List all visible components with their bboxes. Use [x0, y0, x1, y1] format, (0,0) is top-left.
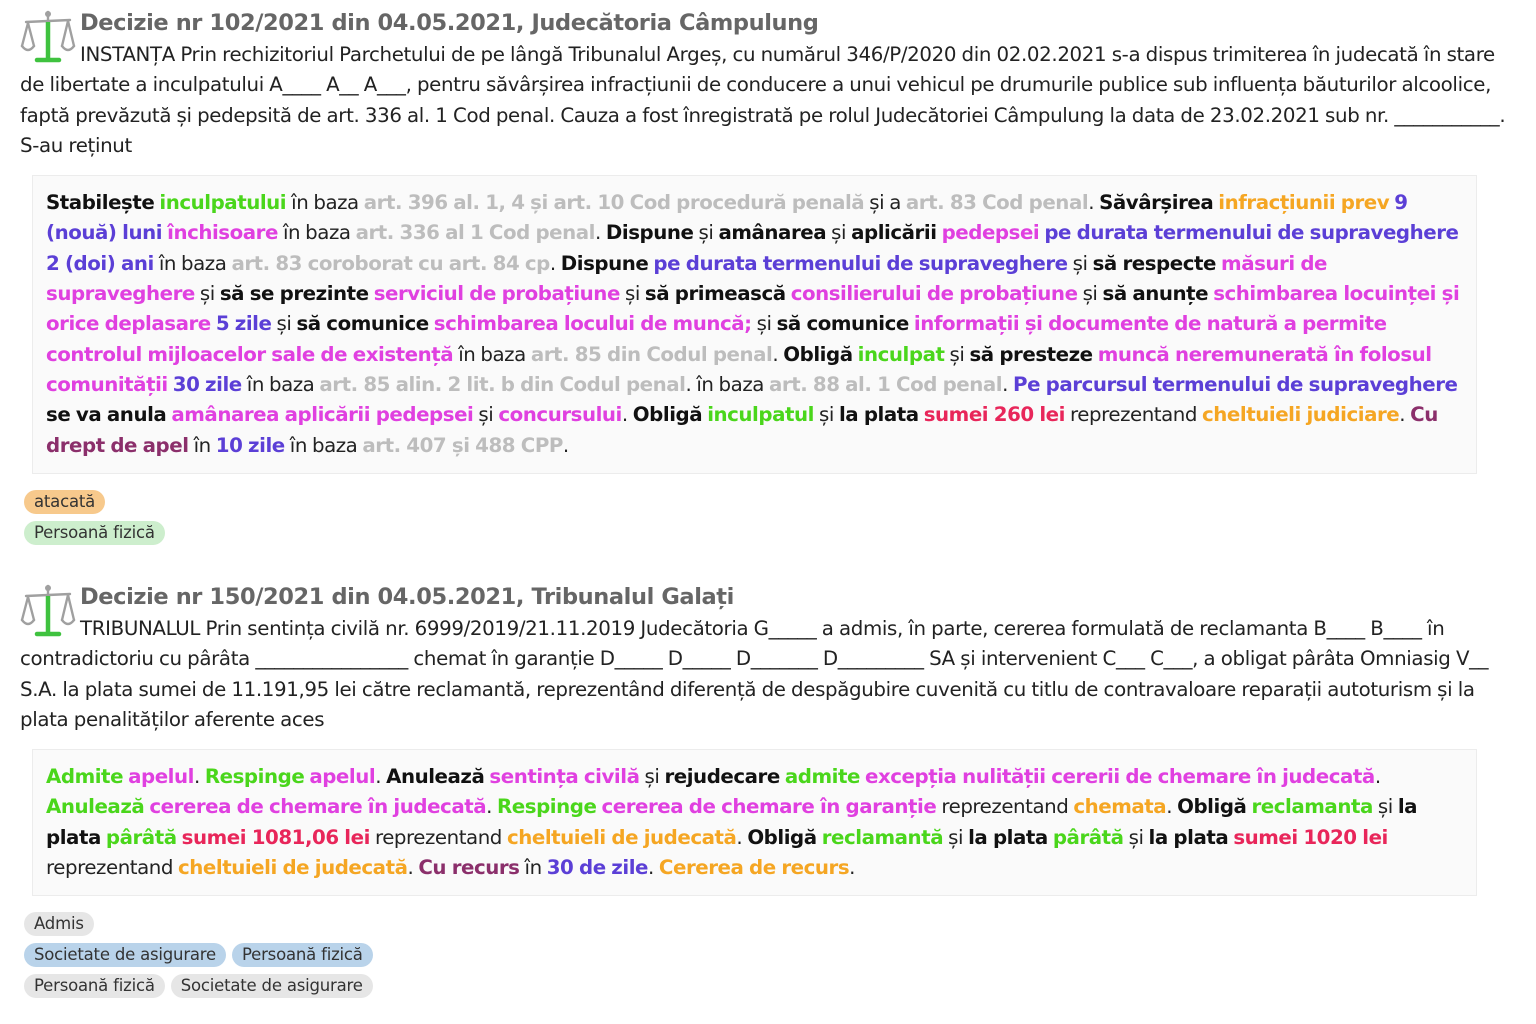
decision-connector-text: și — [1372, 795, 1398, 819]
decision-kw-term: să comunice — [296, 312, 429, 336]
decision-connector-text: . — [562, 433, 569, 457]
decision-kw-term: amânarea — [718, 221, 827, 245]
decision-obj-term: schimbarea locului de muncă; — [433, 312, 752, 336]
decision-kw-term: la plata — [1148, 825, 1229, 849]
decision-dur-term: pe durata termenului de supraveghere — [653, 251, 1068, 275]
decision-obj-term: cererea de chemare în judecată — [149, 795, 487, 819]
decision-party-term: inculpatul — [707, 403, 814, 427]
decision-connector-text: și — [1123, 825, 1149, 849]
decision-kw-term: Anulează — [386, 765, 485, 789]
decision-party-term: Admite — [46, 765, 124, 789]
decision-dur-term: 5 zile — [215, 312, 272, 336]
decision-kw-term: să anunțe — [1102, 282, 1209, 306]
decision-obj-term: amânarea aplicării pedepsei — [171, 403, 474, 427]
decision-dur-term: 30 de zile — [546, 856, 649, 880]
decision-ref-term: art. 336 al 1 Cod penal — [355, 221, 595, 245]
decision-connector-text: . — [1002, 372, 1014, 396]
decision-kw-term: să respecte — [1092, 251, 1216, 275]
decision-kw-term: să primească — [644, 282, 786, 306]
decision-connector-text: în — [519, 856, 547, 880]
decision-offense-term: Cererea de recurs — [658, 856, 850, 880]
decision-kw-term: Obligă — [632, 403, 703, 427]
tag-row — [24, 974, 1510, 1005]
tag-row — [24, 490, 1510, 521]
decision-connector-text: în baza — [286, 191, 364, 215]
decision-connector-text: . — [1374, 765, 1386, 789]
decision-connector-text: și — [693, 221, 719, 245]
decision-kw-term: să presteze — [969, 342, 1093, 366]
decision-connector-text: în baza — [153, 251, 232, 275]
decision-appeal-term: Cu recurs — [418, 856, 520, 880]
decision-kw-term: se va anula — [46, 403, 167, 427]
decision-connector-text: . — [736, 825, 748, 849]
decision-connector-text: . în baza — [685, 372, 769, 396]
decision-connector-text: și — [943, 825, 969, 849]
decision-party-term: reclamantă — [821, 825, 944, 849]
decision-obj-term: muncă neremunerată în folosul comunității — [46, 342, 1438, 396]
decision-connector-text: . — [1088, 191, 1100, 215]
decision-connector-text: . — [1399, 403, 1411, 427]
decision-dur-term: 30 zile — [172, 372, 242, 396]
result-summary: INSTANȚA Prin rechizitoriul Parchetului de pe lângă Tribunalul Argeș, cu numărul 346/P/2020 din 02.02.2021 s-a dispus trimiterea în judecată în stare de libertate a inculpatului A____ A__ A___, pentru săvârșirea infracțiunii de conducere a unui vehicul pe drumurile publice sub influența băuturilor alcoolice, faptă prevăzută și pedepsită de art. 336 al. 1 Cod penal. Cauza a fost înregistrată pe rolul Judecătoriei Câmpulung la data de 23.02.2021 sub nr. ___________. S-au reținut — [20, 43, 1506, 157]
decision-connector-text: reprezentand — [46, 825, 1393, 880]
result-title[interactable]: Decizie nr 102/2021 din 04.05.2021, Judecătoria Câmpulung — [80, 10, 819, 36]
decision-obj-term: cererea de chemare în garanție — [601, 795, 937, 819]
decision-connector-text: . — [375, 765, 387, 789]
decision-connector-text: în — [188, 433, 216, 457]
decision-ref-term: art. 85 din Codul penal — [530, 342, 773, 366]
scales-of-justice-icon — [20, 582, 76, 638]
decision-connector-text: și — [473, 403, 499, 427]
decision-party-term: Respinge — [497, 795, 597, 819]
decision-connector-text: reprezentand — [1064, 403, 1203, 427]
decision-kw-term: la plata — [838, 403, 919, 427]
decision-connector-text — [1458, 373, 1463, 396]
decision-connector-text: și — [271, 312, 297, 336]
decision-connector-text: reprezentand — [936, 795, 1074, 819]
decision-ref-term: art. 88 al. 1 Cod penal — [768, 372, 1003, 396]
decision-ref-term: art. 83 Cod penal — [905, 191, 1089, 215]
decision-connector-text: . — [772, 342, 784, 366]
decision-connector-text: și — [194, 282, 220, 306]
decision-connector-text: . — [486, 795, 498, 819]
decision-party-term: inculpat — [857, 342, 945, 366]
decision-connector-text: . — [1166, 795, 1178, 819]
decision-kw-term: să se prezinte — [219, 282, 369, 306]
decision-obj-term: măsuri de supraveghere — [46, 251, 1333, 306]
decision-obj-term: consilierului de probațiune — [790, 282, 1078, 306]
decision-offense-term: cheltuieli de judecată — [506, 825, 737, 849]
decision-connector-text: . — [648, 856, 659, 880]
decision-party-term: pârâtă — [105, 825, 177, 849]
decision-party-term: Anulează — [46, 795, 145, 819]
decision-kw-term: Dispune — [605, 221, 694, 245]
decision-connector-text: și a — [864, 191, 906, 215]
decision-kw-term: Obligă — [747, 825, 817, 849]
decision-party-term: Respinge — [204, 765, 305, 789]
decision-obj-term: concursului — [498, 403, 622, 427]
decision-obj-term: schimbarea locuinței și orice deplasare — [46, 282, 1465, 336]
decision-money-term: sumei 1020 lei — [1233, 825, 1388, 849]
tag-badge[interactable]: Persoană fizică — [24, 521, 165, 545]
decision-dur-term: 9 (nouă) luni — [46, 191, 1414, 245]
decision-dur-term: 10 zile — [215, 433, 285, 457]
decision-connector-text: și — [826, 221, 852, 245]
decision-obj-term: apelul — [128, 765, 194, 789]
tag-badge[interactable]: Persoană fizică — [232, 943, 373, 967]
decision-connector-text: . — [193, 765, 205, 789]
decision-connector-text: . — [595, 221, 606, 245]
tag-row — [24, 943, 1510, 974]
decision-party-term: pârâtă — [1052, 825, 1124, 849]
result-title[interactable]: Decizie nr 150/2021 din 04.05.2021, Tribunalul Galați — [80, 584, 734, 610]
decision-connector-text: în baza — [277, 221, 356, 245]
decision-obj-term: închisoare — [167, 221, 278, 245]
decision-party-term: admite — [784, 765, 860, 789]
decision-connector-text: și — [813, 403, 839, 427]
decision-connector-text: și — [751, 312, 777, 336]
decision-dur-term: Pe parcursul termenului de supraveghere — [1013, 372, 1458, 396]
tag-badge[interactable]: Admis — [24, 912, 94, 936]
decision-ref-term: art. 85 alin. 2 lit. b din Codul penal — [319, 372, 686, 396]
decision-ref-term: art. 407 și 488 CPP — [362, 433, 563, 457]
tag-list — [24, 912, 1510, 1005]
decision-connector-text: . — [849, 856, 855, 880]
decision-connector-text: reprezentand — [369, 825, 507, 849]
decision-offense-term: chemata — [1073, 795, 1167, 819]
decision-connector-text: și — [619, 282, 645, 306]
tag-badge[interactable]: Societate de asigurare — [24, 943, 226, 967]
decision-kw-term: la plata — [46, 795, 1423, 849]
decision-obj-term: pedepsei — [941, 221, 1040, 245]
decision-kw-term: Dispune — [560, 251, 649, 275]
decision-party-term: reclamanta — [1251, 795, 1373, 819]
decision-connector-text: în baza — [453, 342, 531, 366]
decision-money-term: sumei 260 lei — [923, 403, 1065, 427]
decision-connector-text: și — [1077, 282, 1103, 306]
decision-kw-term: Obligă — [783, 342, 853, 366]
decision-kw-term: la plata — [968, 825, 1048, 849]
decision-kw-term: aplicării — [851, 221, 937, 245]
decision-kw-term: Obligă — [1177, 795, 1247, 819]
decision-obj-term: excepția nulității cererii de chemare în judecată — [864, 765, 1375, 789]
tag-badge[interactable]: Societate de asigurare — [171, 974, 373, 998]
decision-obj-term: apelul — [309, 765, 376, 789]
decision-text — [32, 175, 1477, 474]
tag-list — [24, 490, 1510, 552]
tag-badge[interactable]: Persoană fizică — [24, 974, 165, 998]
decision-connector-text: . — [621, 403, 633, 427]
decision-connector-text: și — [1067, 251, 1093, 275]
decision-connector-text: în baza — [241, 372, 320, 396]
result-summary: TRIBUNALUL Prin sentința civilă nr. 6999/2019/21.11.2019 Judecătoria G_____ a admis, în parte, cererea formulată de reclamanta B____ B____ în contradictoriu cu pârâta ________________ chemat în garanție D_____ D_____ D_______ D_________ SA și intervenient C___ C___, a obligat pârâta Omniasig V__ S.A. la plata sumei de 11.191,95 lei către reclamantă, reprezentând diferență de despăgubire cuvenită cu titlu de contravaloare reparații autoturism și la plata penalităților aferente aces — [20, 617, 1489, 731]
decision-party-term: inculpatului — [159, 191, 287, 215]
decision-offense-term: cheltuieli de judecată — [178, 856, 408, 880]
decision-obj-term: serviciul de probațiune — [373, 282, 620, 306]
result-card — [20, 6, 1510, 552]
decision-kw-term: Stabilește — [46, 191, 155, 215]
decision-connector-text: în baza — [284, 433, 363, 457]
decision-kw-term: Săvârșirea — [1099, 191, 1214, 215]
result-card — [20, 580, 1510, 1005]
decision-ref-term: art. 396 al. 1, 4 și art. 10 Cod procedură penală — [363, 191, 865, 215]
decision-dur-term: pe durata termenului de supraveghere 2 (doi) ani — [46, 221, 1465, 275]
decision-money-term: sumei 1081,06 lei — [181, 825, 370, 849]
tag-row — [24, 912, 1510, 943]
decision-offense-term: infracțiunii prev — [1218, 191, 1390, 215]
decision-kw-term: rejudecare — [664, 765, 780, 789]
tag-badge[interactable]: atacată — [24, 490, 105, 514]
decision-obj-term: informații și documente de natură a permite controlul mijloacelor sale de existență — [46, 312, 1393, 366]
decision-connector-text: și — [944, 342, 970, 366]
decision-connector-text: și — [639, 765, 665, 789]
tag-row — [24, 521, 1510, 552]
decision-text — [32, 749, 1477, 896]
decision-connector-text: . — [549, 251, 561, 275]
decision-appeal-term: Cu drept de apel — [46, 403, 1444, 457]
decision-obj-term: sentința civilă — [489, 765, 640, 789]
decision-kw-term: să comunice — [776, 312, 909, 336]
decision-ref-term: art. 83 coroborat cu art. 84 cp — [231, 251, 550, 275]
decision-connector-text: . — [407, 856, 419, 880]
scales-of-justice-icon — [20, 8, 76, 64]
decision-offense-term: cheltuieli judiciare — [1202, 403, 1400, 427]
